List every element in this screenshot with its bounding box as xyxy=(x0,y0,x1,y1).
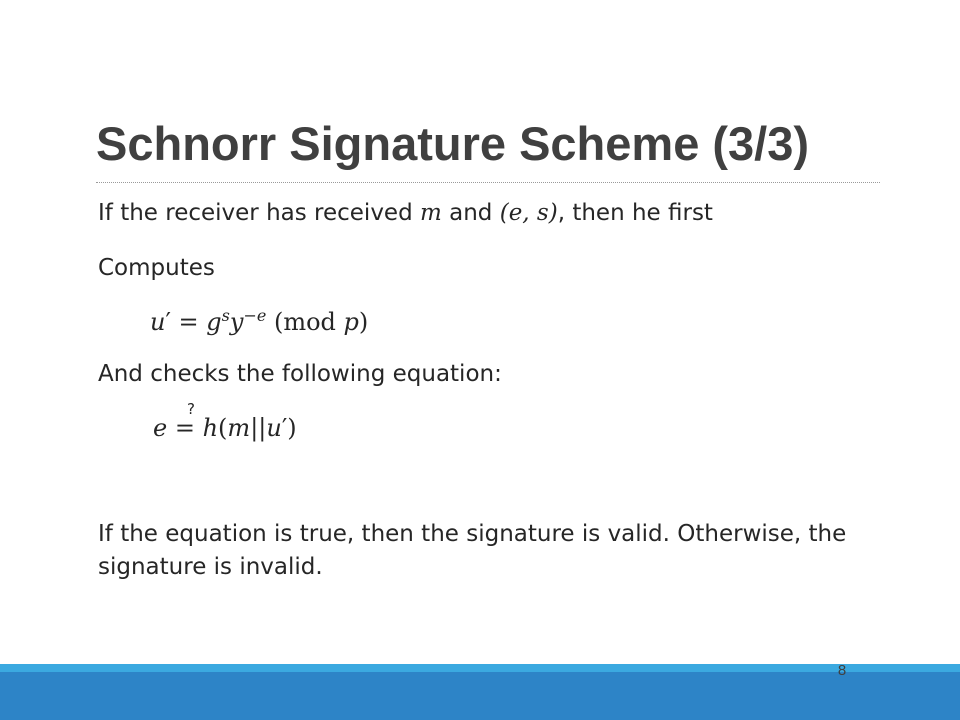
chk-open: ( xyxy=(218,414,228,442)
chk-h: h xyxy=(202,414,219,442)
chk-concat: || xyxy=(250,414,267,442)
equation-check xyxy=(153,414,297,443)
eq-exp-s: s xyxy=(221,306,230,325)
checks-label: And checks the following equation: xyxy=(98,361,502,387)
eq-y: y xyxy=(229,308,244,336)
eq-mod-open: (mod xyxy=(266,308,344,336)
conclusion-text: If the equation is true, then the signature is valid. Otherwise, the signature is invalid. xyxy=(98,521,847,581)
eq-exp-neg-e: −e xyxy=(243,306,267,325)
eq-prime-equals: ′ = xyxy=(165,308,207,336)
title-divider xyxy=(96,182,880,183)
equation-u-prime xyxy=(150,306,368,337)
footer-stripe-light xyxy=(0,664,960,672)
computes-label: Computes xyxy=(98,255,215,281)
intro-text-2: and xyxy=(441,200,500,226)
chk-m: m xyxy=(227,414,251,442)
eq-mod-close: ) xyxy=(358,308,369,336)
intro-text-1: If the receiver has received xyxy=(98,200,420,226)
chk-close: ′) xyxy=(281,414,297,442)
intro-line xyxy=(98,200,713,228)
intro-text-3: , then he first xyxy=(557,200,713,226)
page-number: 8 xyxy=(837,662,847,679)
intro-var-m: m xyxy=(420,200,442,226)
question-mark-over-equals: ? xyxy=(187,400,195,418)
eq-p: p xyxy=(343,308,359,336)
footer-stripe-dark xyxy=(0,672,960,720)
chk-u: u xyxy=(266,414,282,442)
eq-g: g xyxy=(206,308,222,336)
chk-equals: = xyxy=(167,414,203,442)
chk-e: e xyxy=(153,414,168,442)
intro-pair-es: (e, s) xyxy=(499,200,558,226)
eq-u: u xyxy=(150,308,166,336)
slide-title: Schnorr Signature Scheme (3/3) xyxy=(96,117,810,170)
